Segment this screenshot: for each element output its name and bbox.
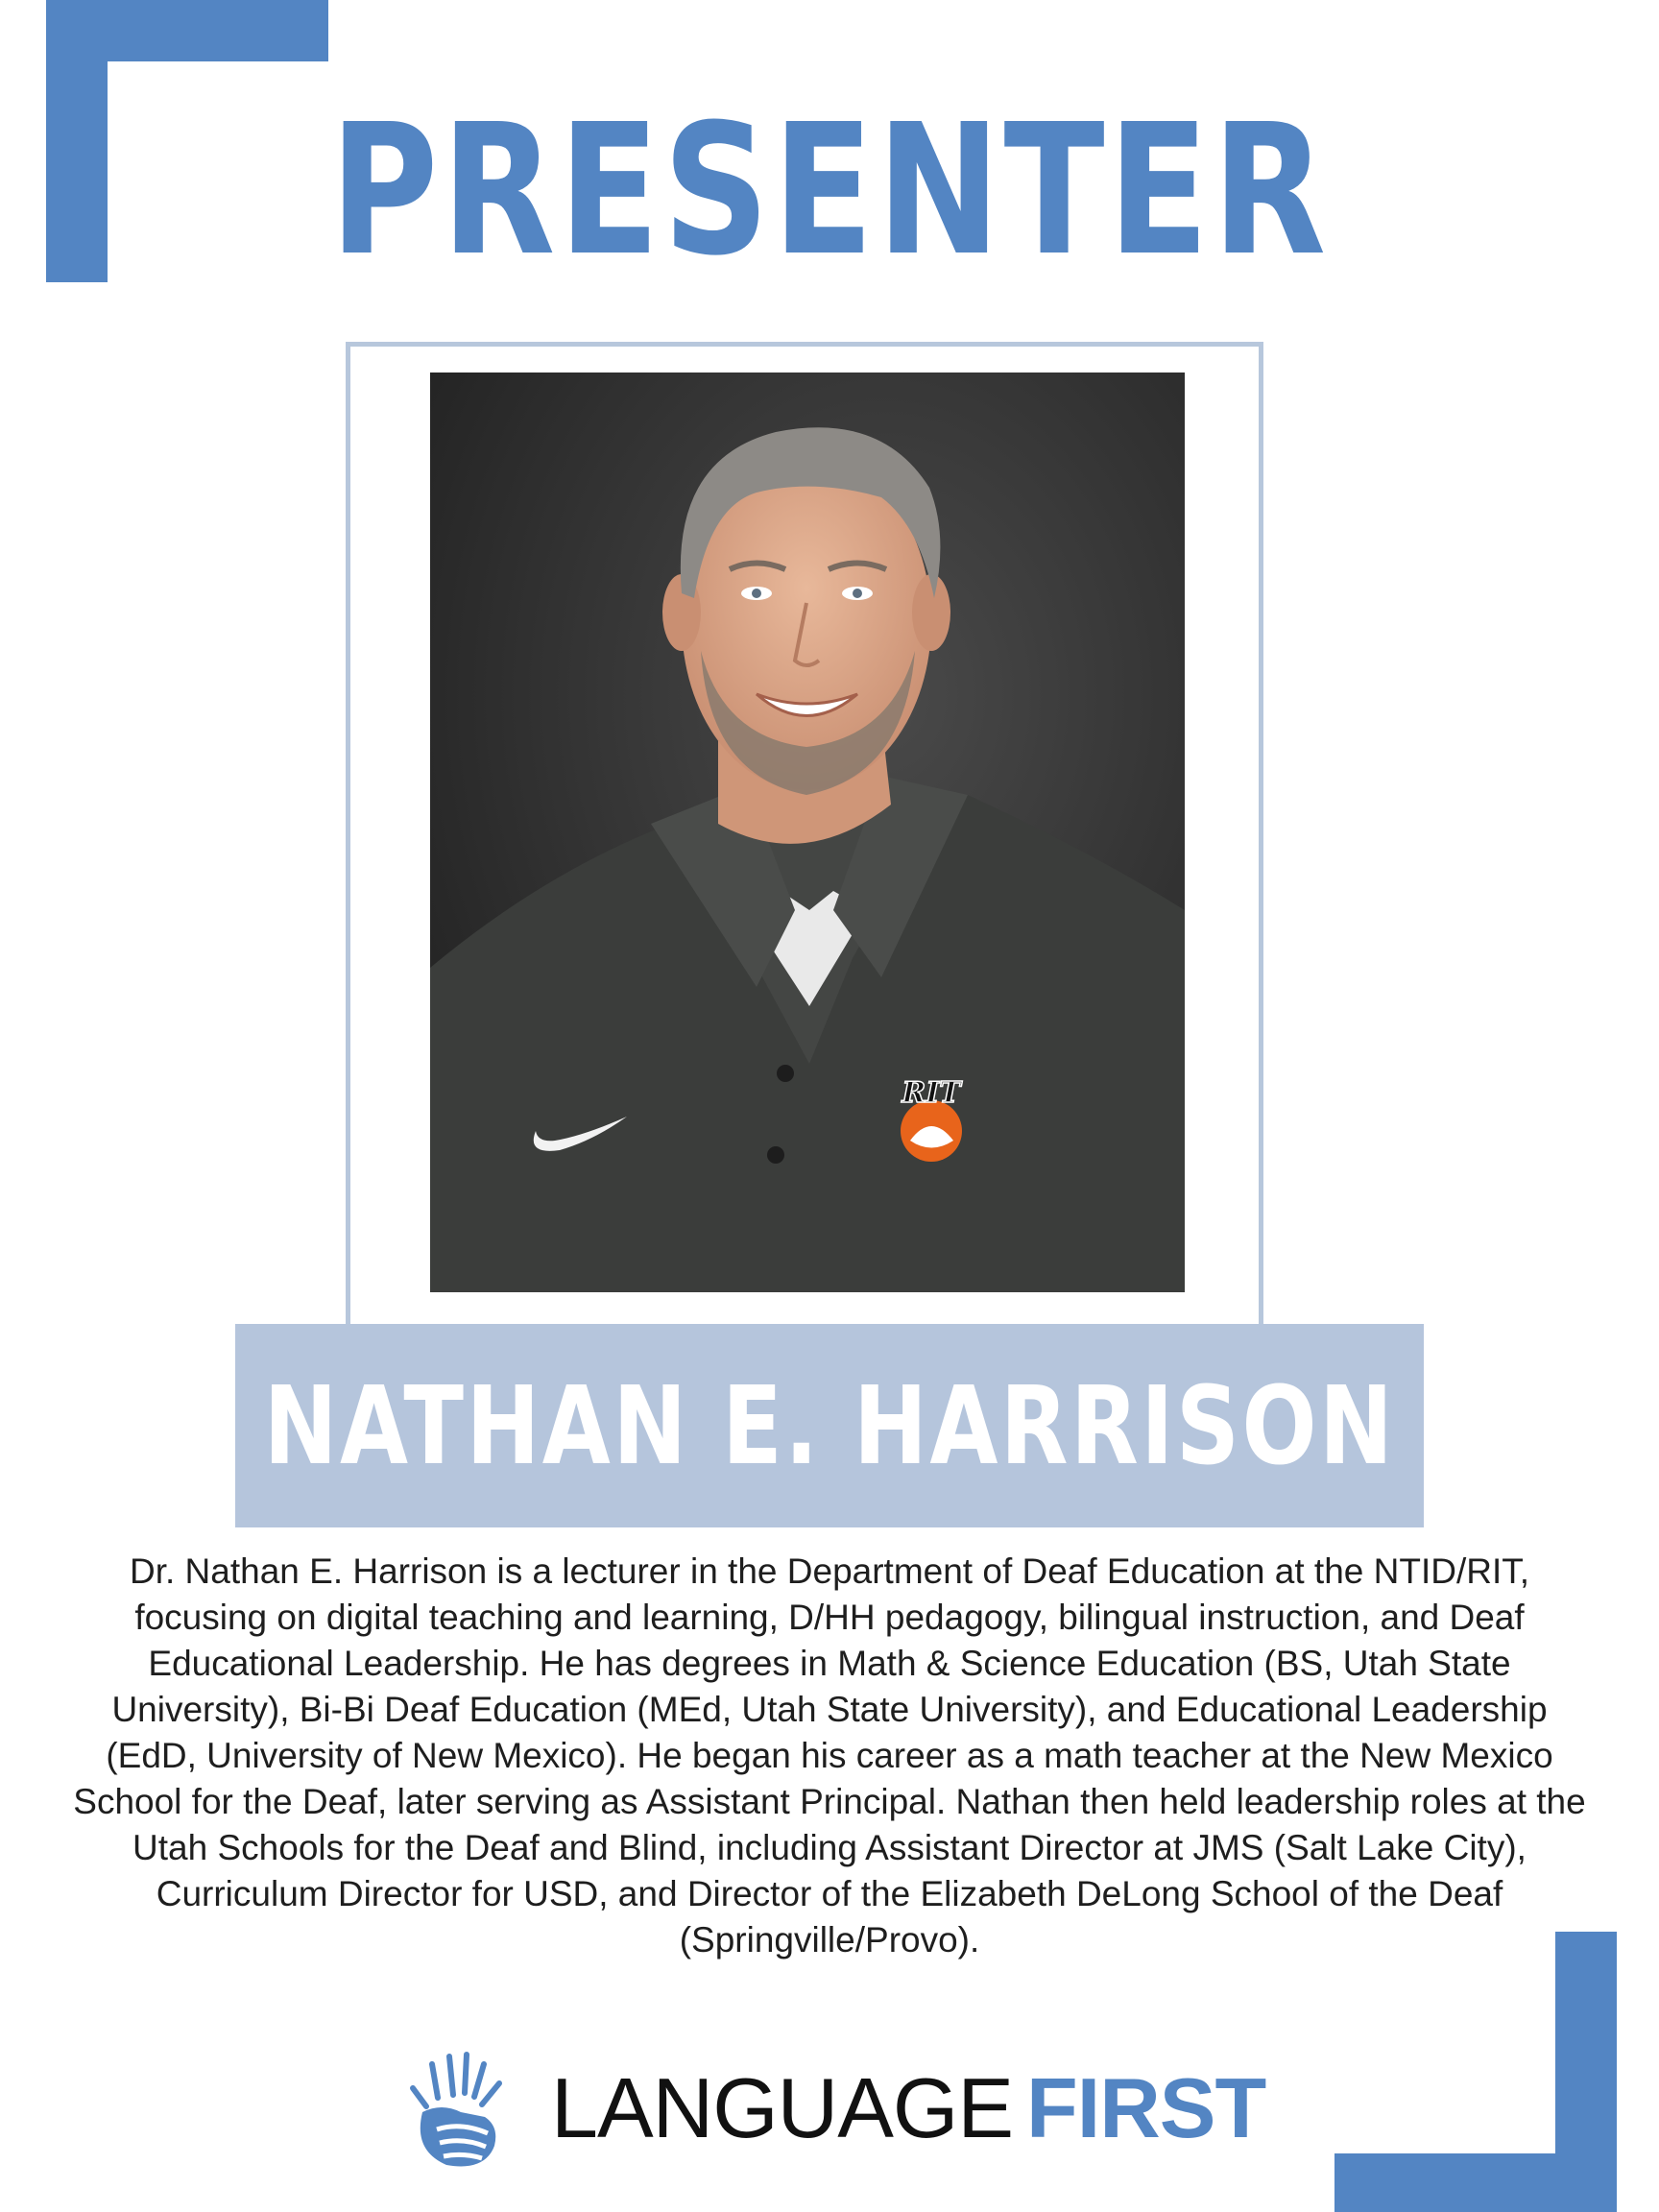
- corner-bracket-bottom-right-horizontal: [1334, 2153, 1617, 2212]
- page-title: PRESENTER: [329, 85, 1330, 296]
- rit-shirt-logo: [901, 1076, 963, 1162]
- presenter-photo: [430, 373, 1185, 1292]
- rit-logo-text: RIT: [902, 1076, 961, 1110]
- corner-bracket-top-left-vertical: [46, 0, 108, 282]
- brand-logo: [551, 2060, 1265, 2156]
- brand-word-language: LANGUAGE: [551, 2060, 1014, 2155]
- brand-word-first: FIRST: [1026, 2060, 1266, 2155]
- presenter-name: NATHAN E. HARRISON: [263, 1364, 1396, 1489]
- signing-hand-icon: [403, 2045, 517, 2170]
- presenter-portrait-illustration: [430, 373, 1185, 1292]
- presenter-bio: Dr. Nathan E. Harrison is a lecturer in the Department of Deaf Education at the NTID/RIT, focusing on digital teaching and learning, D/HH pedagogy, bilingual instruction, and Deaf Educational Leadership. He has degrees in Math & Science Education (BS, Utah State University), Bi-Bi Deaf Education (MEd, Utah State University), and Educational Leadership (EdD, University of New Mexico). He began his career as a math teacher at the New Mexico School for the Deaf, later serving as Assistant Principal. Nathan then held leadership roles at the Utah Schools for the Deaf and Blind, including Assistant Director at JMS (Salt Lake City), Curriculum Director for USD, and Director of the Elizabeth DeLong School of the Deaf (Springville/Provo).: [73, 1551, 1586, 1960]
